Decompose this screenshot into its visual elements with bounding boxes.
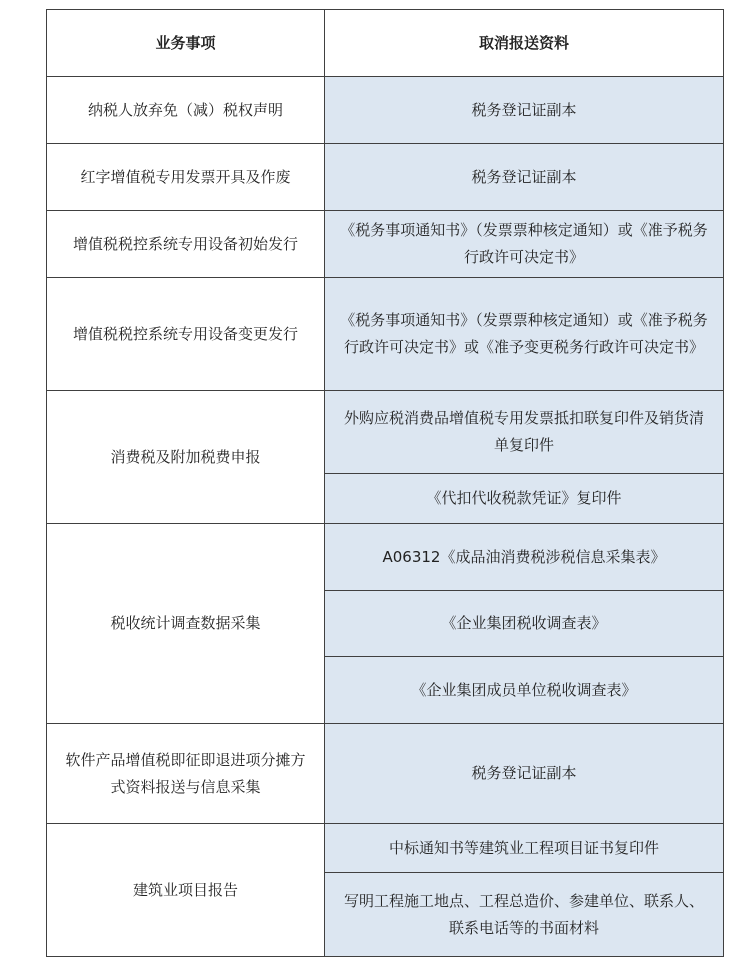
material-cell: 《代扣代收税款凭证》复印件 bbox=[325, 474, 724, 524]
material-cell: 税务登记证副本 bbox=[325, 144, 724, 211]
table-row bbox=[47, 144, 724, 211]
table-row bbox=[47, 278, 724, 391]
table-row bbox=[47, 77, 724, 144]
table-header-row bbox=[47, 10, 724, 77]
business-item-cell: 税收统计调查数据采集 bbox=[47, 524, 325, 724]
material-cell: 税务登记证副本 bbox=[325, 77, 724, 144]
material-cell: 《企业集团成员单位税收调查表》 bbox=[325, 657, 724, 724]
table-row bbox=[47, 724, 724, 824]
business-item-cell: 软件产品增值税即征即退进项分摊方式资料报送与信息采集 bbox=[47, 724, 325, 824]
business-item-cell: 消费税及附加税费申报 bbox=[47, 391, 325, 524]
table-row bbox=[47, 824, 724, 873]
material-cell: 中标通知书等建筑业工程项目证书复印件 bbox=[325, 824, 724, 873]
table-row bbox=[47, 391, 724, 474]
business-item-cell: 增值税税控系统专用设备初始发行 bbox=[47, 211, 325, 278]
material-cell: 《企业集团税收调查表》 bbox=[325, 591, 724, 657]
business-item-cell: 建筑业项目报告 bbox=[47, 824, 325, 957]
business-item-cell: 红字增值税专用发票开具及作废 bbox=[47, 144, 325, 211]
material-cell: 外购应税消费品增值税专用发票抵扣联复印件及销货清单复印件 bbox=[325, 391, 724, 474]
material-cell: A06312《成品油消费税涉税信息采集表》 bbox=[325, 524, 724, 591]
business-item-cell: 纳税人放弃免（减）税权声明 bbox=[47, 77, 325, 144]
material-cell: 《税务事项通知书》（发票票种核定通知）或《准予税务行政许可决定书》 bbox=[325, 211, 724, 278]
table-row bbox=[47, 524, 724, 591]
table-row bbox=[47, 211, 724, 278]
material-cell: 写明工程施工地点、工程总造价、参建单位、联系人、联系电话等的书面材料 bbox=[325, 873, 724, 957]
header-business-item: 业务事项 bbox=[47, 10, 325, 77]
material-cell: 税务登记证副本 bbox=[325, 724, 724, 824]
header-cancelled-materials: 取消报送资料 bbox=[325, 10, 724, 77]
material-cell: 《税务事项通知书》（发票票种核定通知）或《准予税务行政许可决定书》或《准予变更税务行政许可决定书》 bbox=[325, 278, 724, 391]
document-table bbox=[46, 9, 724, 957]
business-item-cell: 增值税税控系统专用设备变更发行 bbox=[47, 278, 325, 391]
